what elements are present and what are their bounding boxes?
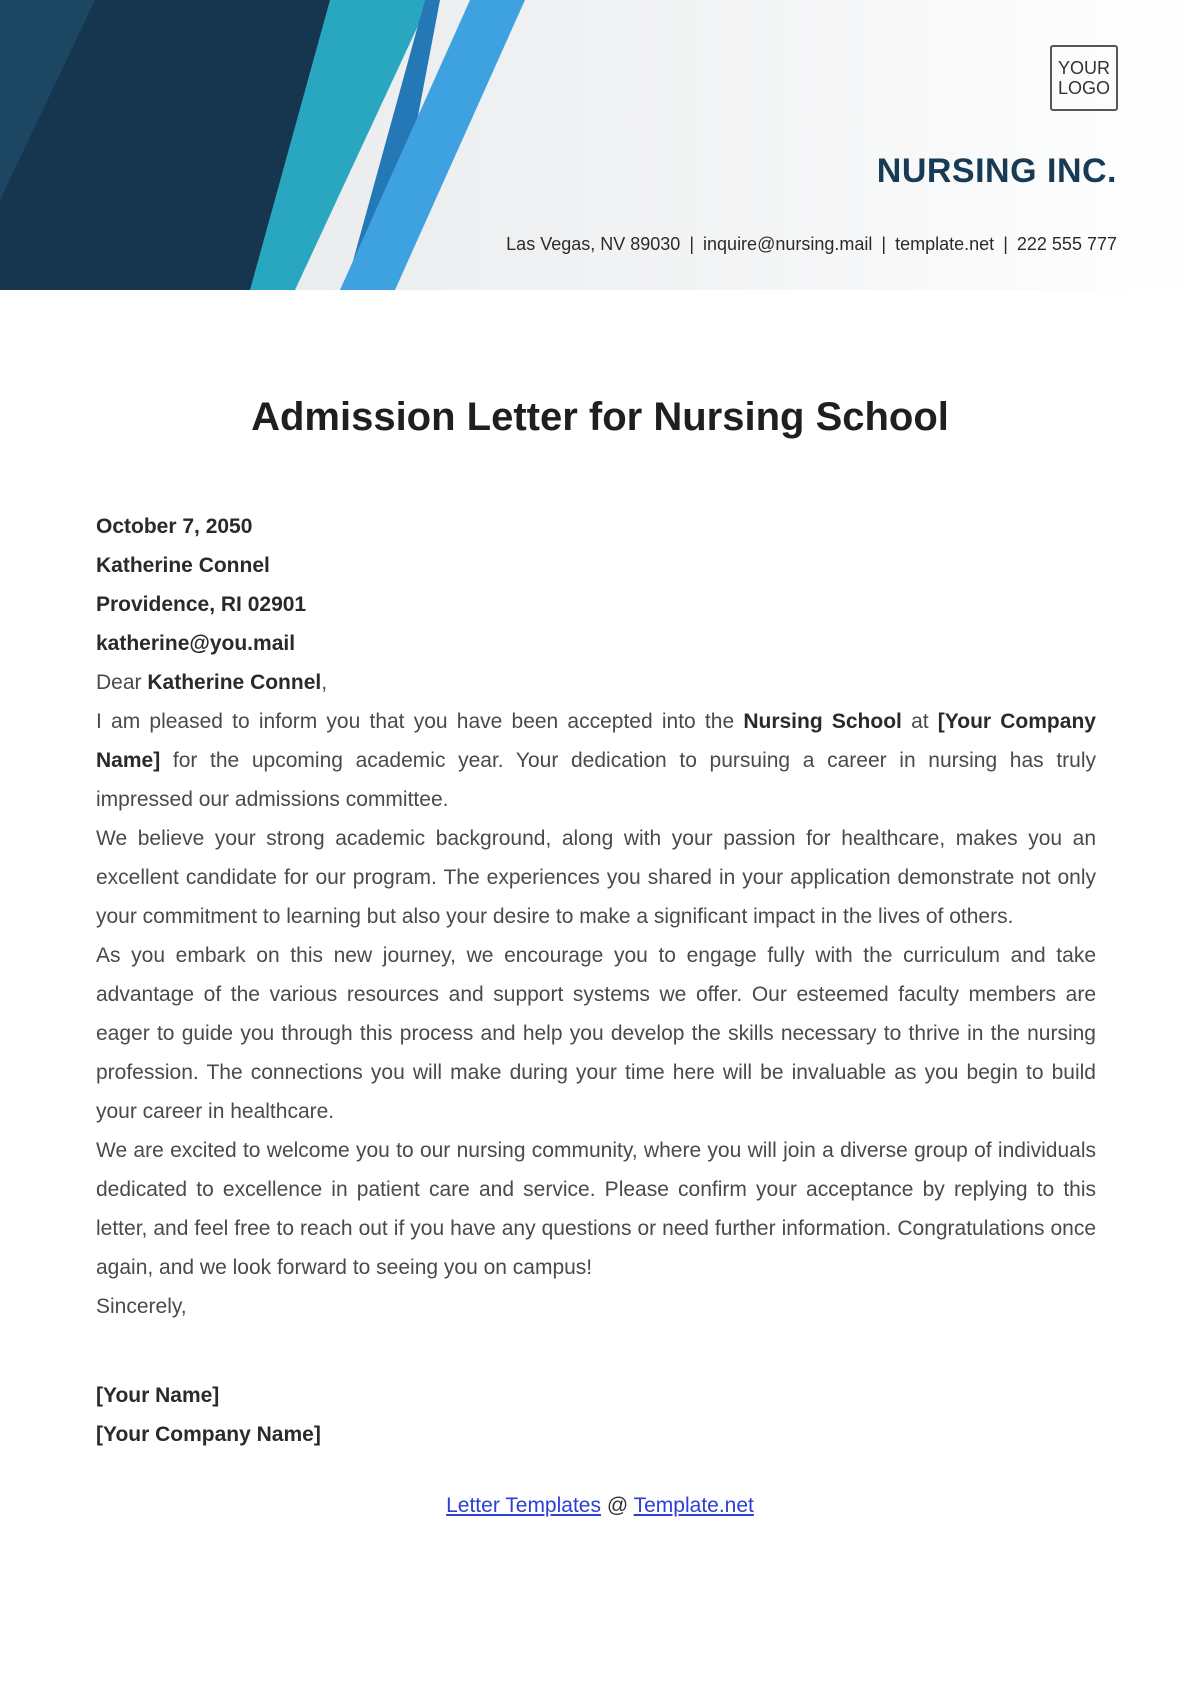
recipient-name: Katherine Connel	[96, 554, 270, 577]
recipient-email: katherine@you.mail	[96, 632, 296, 655]
signature-name: [Your Name]	[96, 1384, 220, 1407]
company-phone: 222 555 777	[1016, 234, 1117, 254]
logo-line-2: LOGO	[1057, 78, 1110, 98]
separator: |	[1003, 234, 1008, 254]
separator: |	[881, 234, 887, 254]
paragraph-text: for the upcoming academic year. Your dedication to pursuing a career in nursing has truly impressed our admissions committee.	[96, 749, 1096, 811]
paragraph-acceptance	[96, 702, 1096, 819]
salutation-name: Katherine Connel	[147, 671, 322, 694]
school-name: Nursing School	[743, 710, 902, 733]
salutation-prefix: Dear	[96, 671, 142, 694]
letterhead	[0, 0, 1200, 290]
company-name: NURSING INC.	[876, 152, 1117, 190]
company-address: Las Vegas, NV 89030	[506, 234, 681, 254]
logo-placeholder	[1050, 45, 1118, 111]
footer	[0, 1494, 1200, 1518]
signature-gap	[96, 1326, 1096, 1376]
recipient-location: Providence, RI 02901	[96, 593, 307, 616]
company-placeholder: [Your Company Name]	[96, 710, 1096, 772]
paragraph-text: at	[911, 710, 929, 733]
company-website: template.net	[895, 234, 995, 254]
logo-line-1: YOUR	[1057, 58, 1110, 78]
company-email: inquire@nursing.mail	[703, 234, 873, 254]
paragraph-journey: As you embark on this new journey, we encourage you to engage fully with the curriculum and take advantage of the various resources and support systems we offer. Our esteemed faculty members are eager to guide you through this process and help you develop the skills necessary to thrive in the nursing profession. The connections you will make during your time here will be invaluable as you begin to build your career in healthcare.	[96, 944, 1096, 1123]
contact-line	[506, 234, 1117, 255]
salutation	[96, 663, 1096, 702]
paragraph-text: I am pleased to inform you that you have been accepted into the	[96, 710, 735, 733]
salutation-suffix: ,	[321, 671, 328, 694]
letter-date: October 7, 2050	[96, 515, 253, 538]
signature-company: [Your Company Name]	[96, 1423, 321, 1446]
template-net-link[interactable]: Template.net	[633, 1494, 754, 1517]
document-title: Admission Letter for Nursing School	[251, 395, 949, 439]
closing: Sincerely,	[96, 1295, 187, 1318]
paragraph-background: We believe your strong academic background, along with your passion for healthcare, makes you an excellent candidate for our program. The experiences you shared in your application demonstrate not only your commitment to learning but also your desire to make a significant impact in the lives of others.	[96, 827, 1096, 928]
letter-templates-link[interactable]: Letter Templates	[446, 1494, 601, 1517]
letter-body	[96, 507, 1096, 1454]
separator: |	[689, 234, 695, 254]
footer-at: @	[606, 1494, 629, 1517]
paragraph-welcome: We are excited to welcome you to our nursing community, where you will join a diverse group of individuals dedicated to excellence in patient care and service. Please confirm your acceptance by replying to this letter, and feel free to reach out if you have any questions or need further information. Congratulations once again, and we look forward to seeing you on campus!	[96, 1139, 1096, 1279]
